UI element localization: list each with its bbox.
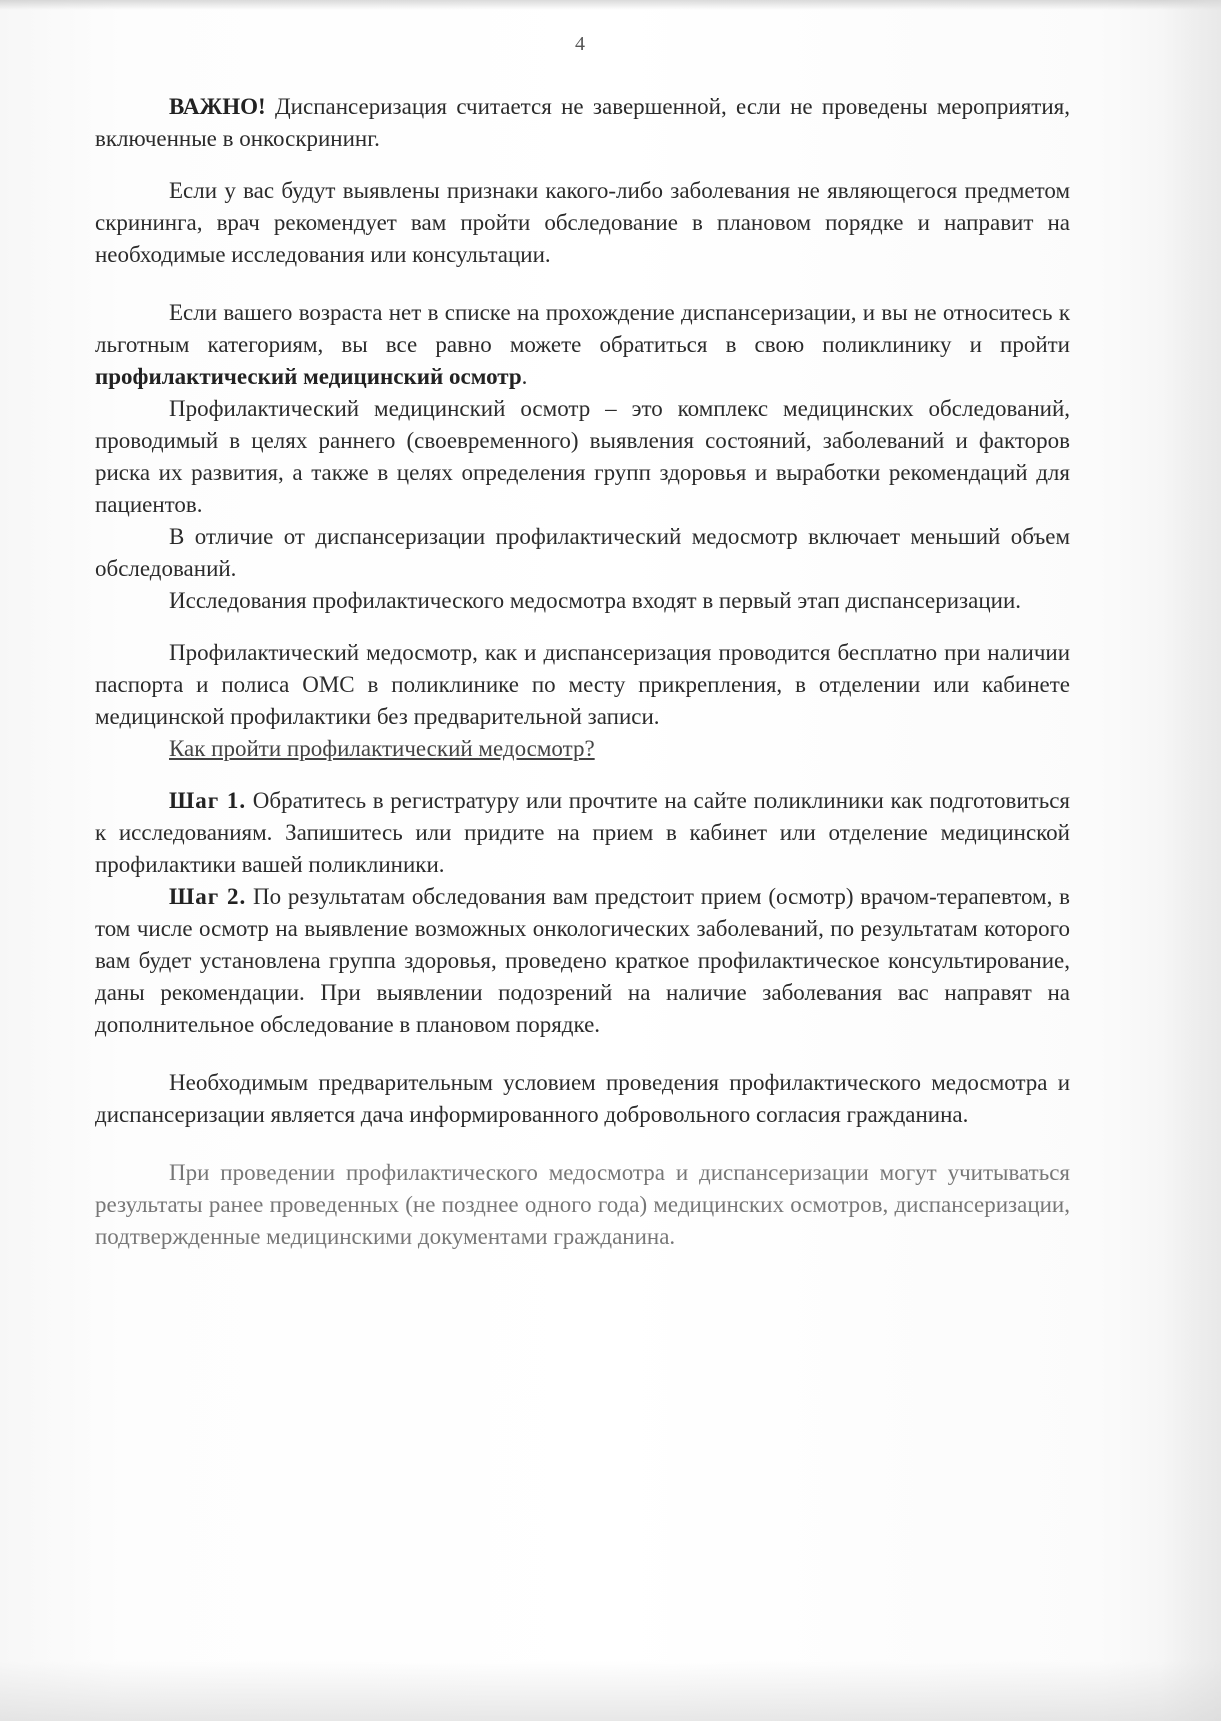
paragraph-exam-difference: В отличие от диспансеризации профилактический медосмотр включает меньший объем обследований. [95,524,1070,581]
page-number: 4 [575,33,585,55]
paragraph-age-not-listed-end: . [521,364,528,389]
important-text: Диспансеризация считается не завершенной, если не проведены мероприятия, включенные в онкоскрининг. [95,94,1070,151]
document-body [95,91,1070,1253]
important-paragraph [95,91,1070,155]
preventive-exam-term: профилактический медицинский осмотр [95,364,522,389]
paragraph-exam-first-stage: Исследования профилактического медосмотра входят в первый этап диспансеризации. [169,588,1022,613]
step-1-text: Обратитесь в регистратуру или прочтите на сайте поликлиники как подготовиться к исследованиям. Запишитесь или придите на прием в кабинет или отделение медицинской профилактики вашей поликлиники. [95,788,1071,877]
paragraph-age-not-listed [95,297,1070,393]
step-2-text: По результатам обследования вам предстоит прием (осмотр) врачом-терапевтом, в том числе осмотр на выявление возможных онкологических заболеваний, по результатам которого вам будет установлена группа здоровья, проведено краткое профилактическое консультирование, даны рекомендации. При выявлении подозрений на наличие заболевания вас направят на дополнительное обследование в плановом порядке. [95,884,1070,1037]
step-2-paragraph [95,881,1070,1041]
section-subheading: Как пройти профилактический медосмотр? [169,736,595,761]
paragraph-informed-consent: Необходимым предварительным условием проведения профилактического медосмотра и диспансеризации является дача информированного добровольного согласия гражданина. [95,1070,1070,1127]
important-label: ВАЖНО! [169,94,266,119]
paragraph-screening-findings: Если у вас будут выявлены признаки какого-либо заболевания не являющегося предметом скрининга, врач рекомендует вам пройти обследование в плановом порядке и направит на необходимые исследования или консультации. [95,178,1070,267]
scan-top-shadow [0,0,1221,10]
step-1-label: Шаг 1. [169,788,247,813]
scan-bottom-shadow [0,1661,1221,1721]
scan-right-shadow [1161,0,1221,1721]
paragraph-exam-definition: Профилактический медицинский осмотр – это комплекс медицинских обследований, проводимый в целях раннего (своевременного) выявления состояний, заболеваний и факторов риска их развития, а также в целях определения групп здоровья и выработки рекомендаций для пациентов. [95,396,1070,517]
step-1-paragraph [95,785,1070,881]
step-2-label: Шаг 2. [169,884,247,909]
paragraph-free-of-charge: Профилактический медосмотр, как и диспансеризация проводится бесплатно при наличии паспорта и полиса ОМС в поликлинике по месту прикрепления, в отделении или кабинете медицинской профилактики без предварительной записи. [95,640,1070,729]
paragraph-age-not-listed-start: Если вашего возраста нет в списке на прохождение диспансеризации, и вы не относитесь к льготным категориям, вы все равно можете обратиться в свою поликлинику и пройти [95,300,1070,357]
paragraph-previous-results: При проведении профилактического медосмотра и диспансеризации могут учитываться результаты ранее проведенных (не позднее одного года) медицинских осмотров, диспансеризации, подтвержденные медицинскими документами гражданина. [95,1160,1070,1249]
